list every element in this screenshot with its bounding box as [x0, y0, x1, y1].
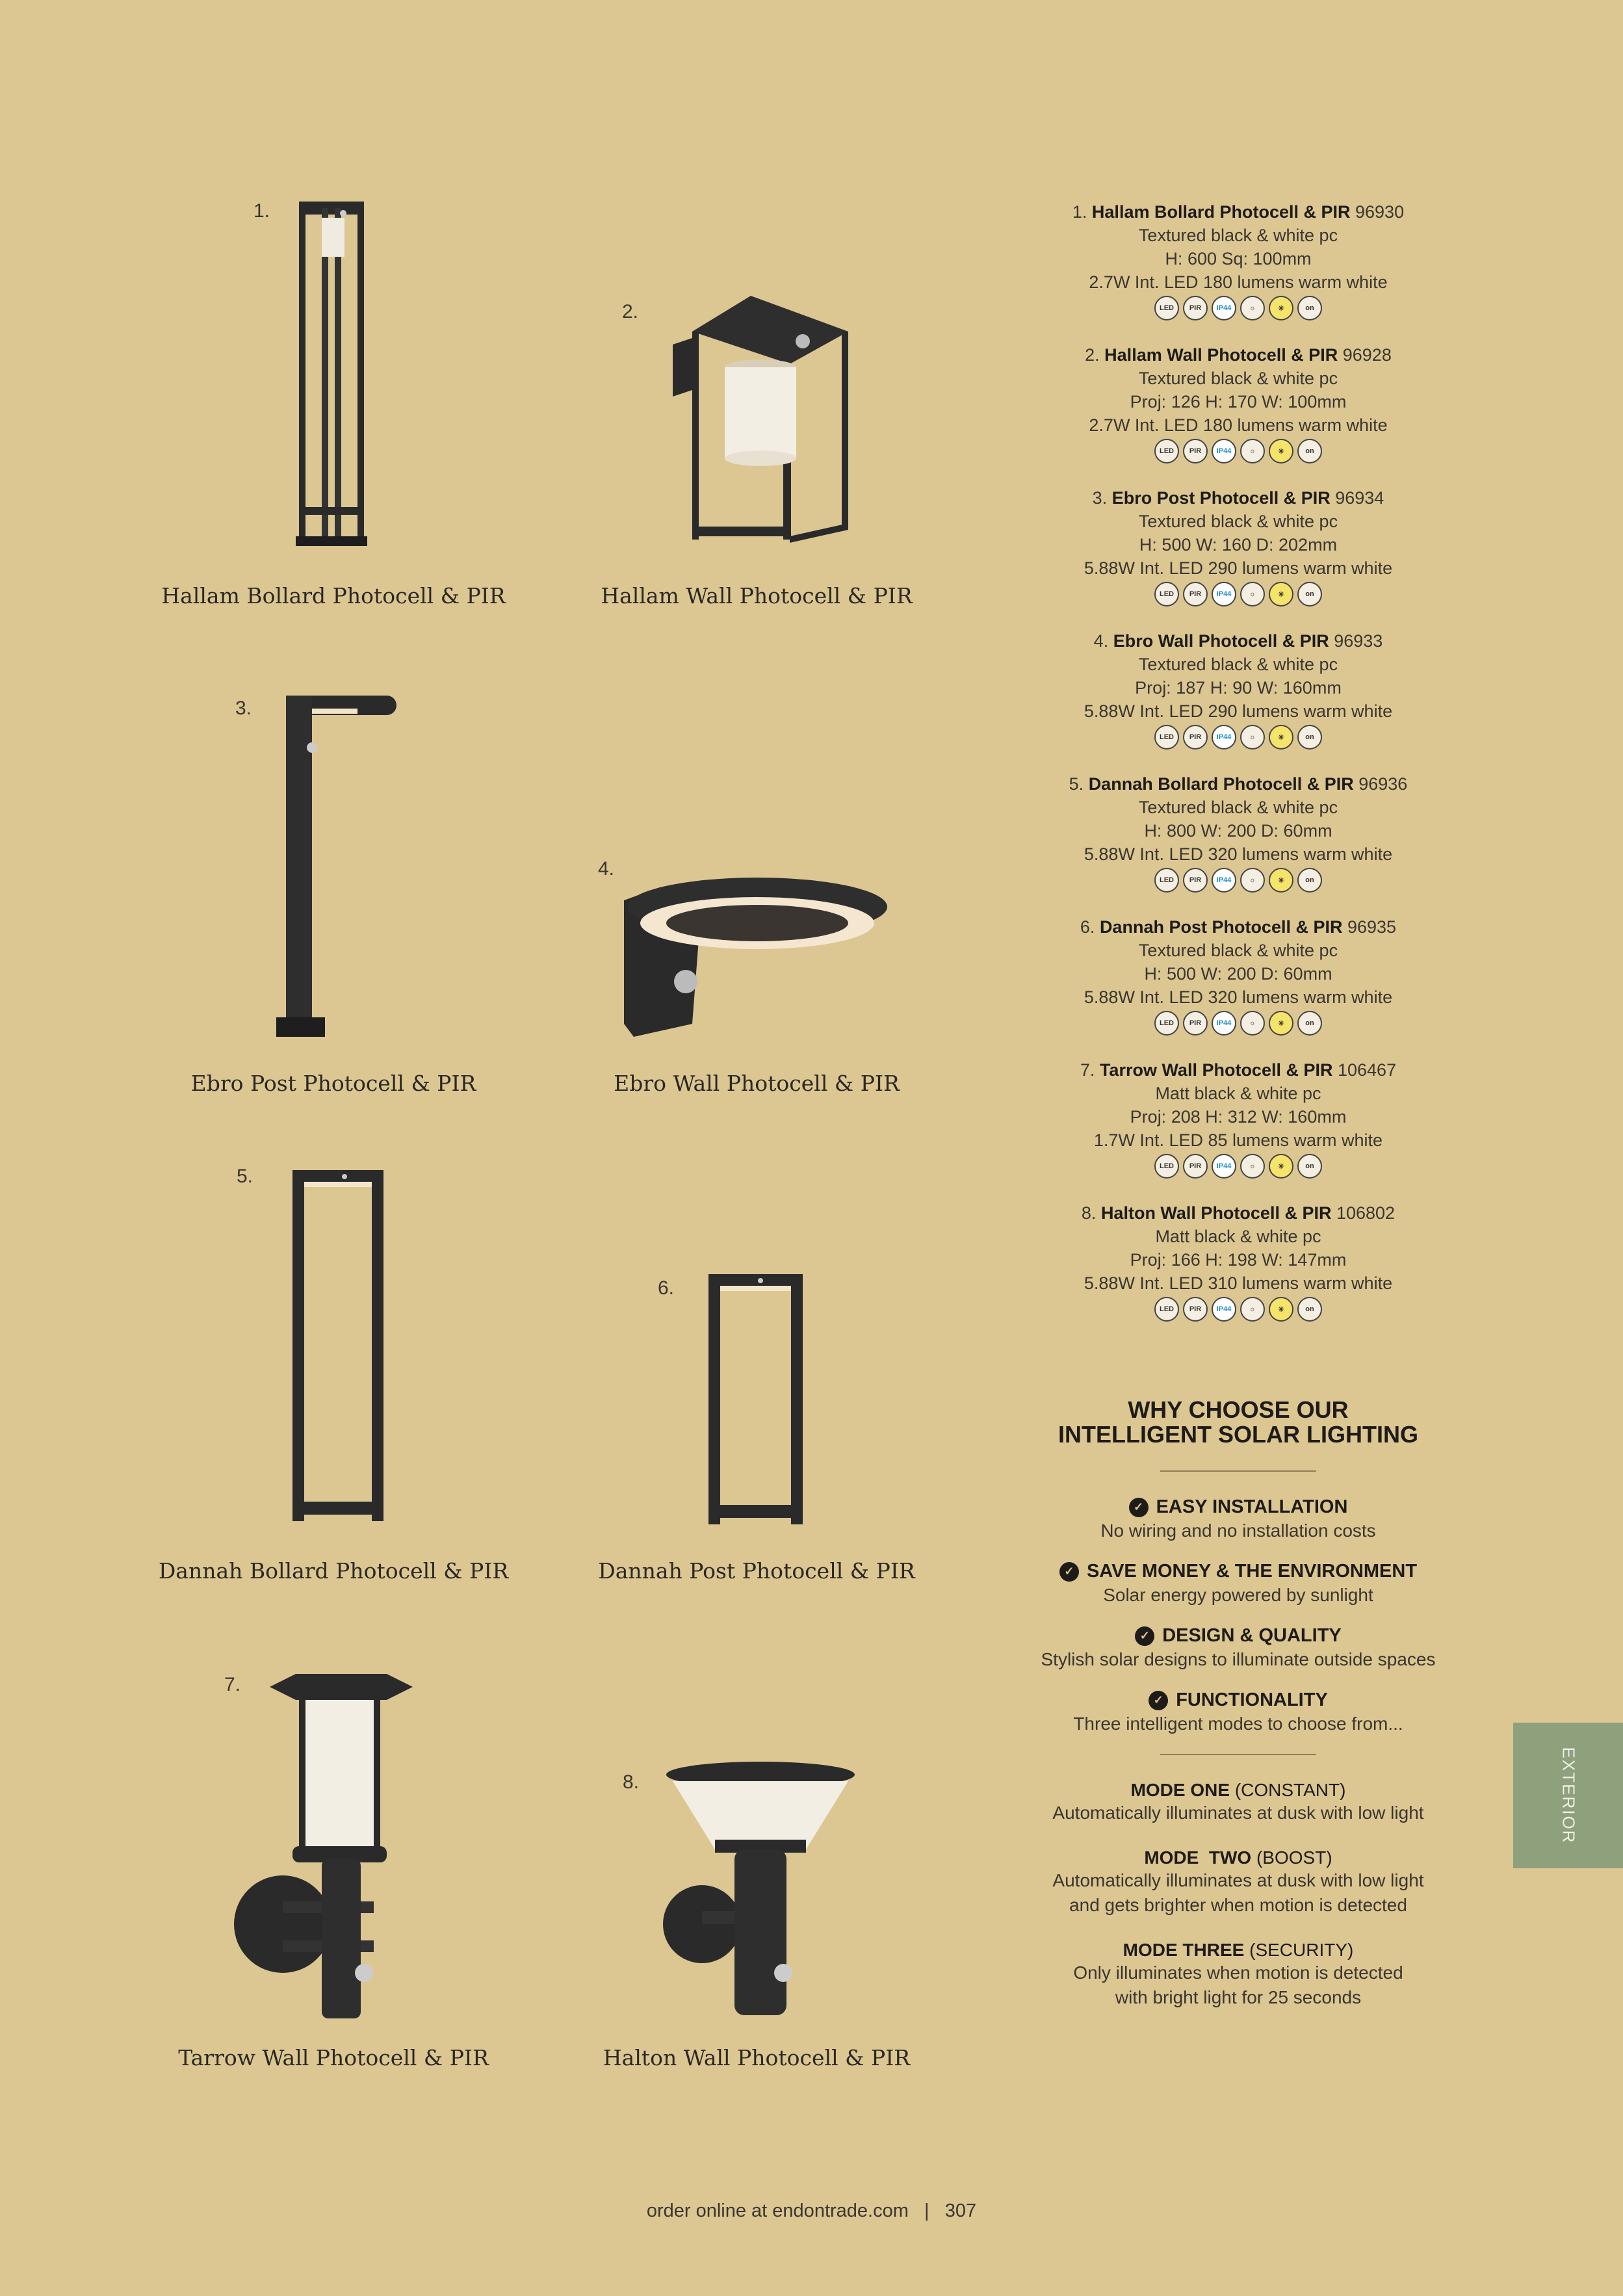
feature-description: Solar energy powered by sunlight: [1103, 1585, 1373, 1605]
spec-dimensions: H: 500 W: 160 D: 202mm: [1139, 535, 1338, 554]
ip44-icon: IP44: [1212, 725, 1236, 750]
spec-led: 1.7W Int. LED 85 lumens warm white: [1093, 1130, 1383, 1150]
switch-icon: on: [1297, 1297, 1322, 1322]
ip44-icon: IP44: [1212, 439, 1236, 463]
product-number-1: 1.: [253, 200, 270, 222]
product-number-3: 3.: [235, 698, 252, 719]
footer: [0, 2200, 1623, 2222]
pir-sensor-icon: PIR: [1183, 296, 1208, 320]
divider: [1160, 1470, 1316, 1472]
spec-icons: [1040, 1297, 1436, 1322]
mode-tag: (BOOST): [1251, 1847, 1332, 1868]
spec-dimensions: H: 500 W: 200 D: 60mm: [1144, 964, 1332, 984]
ip44-icon: IP44: [1212, 868, 1236, 893]
photocell-icon: ☼: [1240, 725, 1265, 750]
solar-icon: ☀: [1269, 1297, 1293, 1322]
led-icon: LED: [1154, 1297, 1179, 1322]
ip44-icon: IP44: [1212, 1297, 1236, 1322]
led-icon: LED: [1154, 1011, 1179, 1036]
photocell-icon: ☼: [1240, 582, 1265, 607]
solar-icon: ☀: [1269, 725, 1293, 750]
photocell-icon: ☼: [1240, 1297, 1265, 1322]
section-tab-label: EXTERIOR: [1559, 1747, 1578, 1844]
mode-tag: (SECURITY): [1244, 1940, 1354, 1960]
spec-title: [1040, 200, 1436, 224]
halton-wall-image: [656, 1758, 864, 2022]
why-heading-line-2: INTELLIGENT SOLAR LIGHTING: [1058, 1421, 1418, 1448]
spec-finish: Textured black & white pc: [1138, 369, 1338, 388]
pir-sensor-icon: PIR: [1183, 582, 1208, 607]
spec-code: 106802: [1331, 1203, 1396, 1223]
why-heading: [1001, 1398, 1475, 1447]
feature-title: SAVE MONEY & THE ENVIRONMENT: [1086, 1561, 1418, 1582]
switch-icon: on: [1297, 1011, 1322, 1036]
product-name-5: Dannah Bollard Photocell & PIR: [158, 1558, 509, 1584]
divider: [1160, 1754, 1316, 1755]
ebro-wall-image: [621, 861, 894, 1037]
product-name-6: Dannah Post Photocell & PIR: [598, 1558, 915, 1584]
spec-item: [1040, 1058, 1436, 1201]
why-choose-section: [1001, 1398, 1475, 2032]
product-number-2: 2.: [622, 301, 639, 322]
spec-item: [1040, 200, 1436, 343]
spec-finish: Textured black & white pc: [1138, 655, 1338, 674]
spec-name: Dannah Post Photocell & PIR: [1099, 917, 1343, 937]
feature-title: EASY INSTALLATION: [1156, 1496, 1348, 1517]
check-icon: ✓: [1059, 1562, 1079, 1582]
solar-icon: ☀: [1269, 868, 1293, 893]
ip44-icon: IP44: [1212, 582, 1236, 607]
spec-led: 5.88W Int. LED 310 lumens warm white: [1084, 1273, 1393, 1293]
spec-dimensions: Proj: 208 H: 312 W: 160mm: [1130, 1107, 1347, 1127]
spec-dimensions: Proj: 187 H: 90 W: 160mm: [1135, 678, 1342, 698]
spec-icons: [1040, 582, 1436, 607]
ip44-icon: IP44: [1212, 296, 1236, 320]
spec-number: 3.: [1092, 488, 1112, 508]
spec-code: 96936: [1353, 774, 1408, 794]
led-icon: LED: [1154, 296, 1179, 320]
photocell-icon: ☼: [1240, 868, 1265, 893]
pir-sensor-icon: PIR: [1183, 725, 1208, 750]
spec-name: Hallam Wall Photocell & PIR: [1104, 345, 1338, 365]
spec-number: 8.: [1081, 1203, 1101, 1223]
feature-description: No wiring and no installation costs: [1100, 1520, 1376, 1541]
photocell-icon: ☼: [1240, 1154, 1265, 1179]
product-name-3: Ebro Post Photocell & PIR: [190, 1071, 476, 1096]
feature-item: [1001, 1561, 1475, 1606]
mode-item: [1001, 1847, 1475, 1918]
hallam-wall-image: [666, 293, 855, 546]
spec-number: 4.: [1093, 631, 1113, 651]
spec-number: 2.: [1085, 345, 1105, 365]
section-tab-exterior[interactable]: [1513, 1723, 1623, 1868]
spec-item: [1040, 486, 1436, 629]
spec-title: [1040, 772, 1436, 796]
spec-item: [1040, 772, 1436, 915]
spec-title: [1040, 1201, 1436, 1225]
mode-name: MODE THREE: [1123, 1940, 1245, 1960]
spec-title: [1040, 343, 1436, 367]
solar-icon: ☀: [1269, 439, 1293, 463]
feature-list: [1001, 1496, 1475, 1734]
feature-item: [1001, 1689, 1475, 1734]
check-icon: ✓: [1135, 1626, 1154, 1646]
product-number-5: 5.: [237, 1166, 253, 1187]
spec-dimensions: Proj: 126 H: 170 W: 100mm: [1130, 392, 1347, 411]
mode-item: [1001, 1780, 1475, 1825]
spec-icons: [1040, 868, 1436, 893]
spec-icons: [1040, 296, 1436, 320]
check-icon: ✓: [1149, 1691, 1168, 1710]
spec-number: 7.: [1080, 1060, 1100, 1080]
spec-finish: Textured black & white pc: [1138, 941, 1338, 960]
feature-item: [1001, 1496, 1475, 1541]
spec-code: 96934: [1330, 488, 1384, 508]
led-icon: LED: [1154, 725, 1179, 750]
feature-title: FUNCTIONALITY: [1176, 1689, 1328, 1710]
spec-dimensions: H: 800 W: 200 D: 60mm: [1144, 821, 1332, 841]
spec-icons: [1040, 1154, 1436, 1179]
product-name-4: Ebro Wall Photocell & PIR: [614, 1071, 900, 1096]
mode-description: Automatically illuminates at dusk with low light: [1052, 1870, 1424, 1890]
spec-led: 5.88W Int. LED 290 lumens warm white: [1084, 701, 1393, 721]
mode-description: Only illuminates when motion is detected: [1073, 1963, 1403, 1983]
mode-item: [1001, 1940, 1475, 2010]
product-name-2: Hallam Wall Photocell & PIR: [601, 583, 913, 608]
spec-item: [1040, 915, 1436, 1058]
spec-icons: [1040, 725, 1436, 750]
switch-icon: on: [1297, 582, 1322, 607]
mode-tag: (CONSTANT): [1230, 1780, 1346, 1800]
feature-item: [1001, 1625, 1475, 1670]
photocell-icon: ☼: [1240, 439, 1265, 463]
feature-title: DESIGN & QUALITY: [1162, 1625, 1342, 1646]
product-name-7: Tarrow Wall Photocell & PIR: [178, 2045, 489, 2070]
solar-icon: ☀: [1269, 296, 1293, 320]
product-number-4: 4.: [598, 858, 615, 880]
mode-description: Automatically illuminates at dusk with low light: [1052, 1803, 1424, 1823]
spec-list: [1040, 200, 1436, 1344]
spec-name: Ebro Wall Photocell & PIR: [1113, 631, 1329, 651]
mode-description: with bright light for 25 seconds: [1115, 1987, 1362, 2007]
solar-icon: ☀: [1269, 1154, 1293, 1179]
spec-code: 96930: [1350, 202, 1405, 222]
spec-icons: [1040, 1011, 1436, 1036]
why-heading-line-1: WHY CHOOSE OUR: [1128, 1396, 1349, 1423]
spec-item: [1040, 629, 1436, 772]
spec-item: [1040, 1201, 1436, 1344]
product-name-1: Hallam Bollard Photocell & PIR: [161, 583, 506, 608]
dannah-post-image: [708, 1271, 806, 1528]
ip44-icon: IP44: [1212, 1011, 1236, 1036]
spec-name: Hallam Bollard Photocell & PIR: [1091, 202, 1351, 222]
spec-title: [1040, 1058, 1436, 1082]
spec-code: 96933: [1329, 631, 1383, 651]
spec-dimensions: H: 600 Sq: 100mm: [1165, 249, 1312, 268]
spec-name: Ebro Post Photocell & PIR: [1111, 488, 1331, 508]
spec-led: 5.88W Int. LED 320 lumens warm white: [1084, 987, 1393, 1007]
spec-dimensions: Proj: 166 H: 198 W: 147mm: [1130, 1250, 1347, 1270]
spec-name: Halton Wall Photocell & PIR: [1100, 1203, 1332, 1223]
led-icon: LED: [1154, 582, 1179, 607]
ebro-post-image: [266, 689, 396, 1043]
check-icon: ✓: [1129, 1498, 1149, 1517]
switch-icon: on: [1297, 439, 1322, 463]
spec-item: [1040, 343, 1436, 486]
spec-led: 5.88W Int. LED 320 lumens warm white: [1084, 844, 1393, 864]
spec-led: 2.7W Int. LED 180 lumens warm white: [1089, 415, 1388, 435]
pir-sensor-icon: PIR: [1183, 1011, 1208, 1036]
mode-list: [1001, 1780, 1475, 2010]
switch-icon: on: [1297, 296, 1322, 320]
spec-code: 106467: [1332, 1060, 1397, 1080]
spec-title: [1040, 486, 1436, 510]
spec-number: 5.: [1069, 774, 1089, 794]
product-number-6: 6.: [658, 1277, 675, 1299]
mode-name: MODE ONE: [1130, 1780, 1230, 1800]
photocell-icon: ☼: [1240, 296, 1265, 320]
spec-number: 1.: [1072, 202, 1092, 222]
product-number-7: 7.: [224, 1674, 241, 1695]
dannah-bollard-image: [286, 1164, 383, 1528]
spec-finish: Matt black & white pc: [1155, 1084, 1321, 1103]
footer-text: order online at endontrade.com | 307: [646, 2200, 977, 2221]
hallam-bollard-image: [286, 195, 377, 553]
pir-sensor-icon: PIR: [1183, 1154, 1208, 1179]
feature-description: Stylish solar designs to illuminate outside spaces: [1041, 1649, 1436, 1669]
product-name-8: Halton Wall Photocell & PIR: [603, 2045, 911, 2070]
spec-name: Tarrow Wall Photocell & PIR: [1099, 1060, 1333, 1080]
switch-icon: on: [1297, 1154, 1322, 1179]
ip44-icon: IP44: [1212, 1154, 1236, 1179]
photocell-icon: ☼: [1240, 1011, 1265, 1036]
spec-title: [1040, 915, 1436, 939]
spec-name: Dannah Bollard Photocell & PIR: [1088, 774, 1354, 794]
led-icon: LED: [1154, 868, 1179, 893]
pir-sensor-icon: PIR: [1183, 439, 1208, 463]
switch-icon: on: [1297, 868, 1322, 893]
spec-code: 96928: [1338, 345, 1392, 365]
spec-led: 5.88W Int. LED 290 lumens warm white: [1084, 558, 1393, 578]
spec-number: 6.: [1080, 917, 1100, 937]
feature-description: Three intelligent modes to choose from...: [1073, 1714, 1403, 1734]
switch-icon: on: [1297, 725, 1322, 750]
spec-title: [1040, 629, 1436, 653]
pir-sensor-icon: PIR: [1183, 1297, 1208, 1322]
mode-name: MODE TWO: [1144, 1847, 1252, 1868]
spec-led: 2.7W Int. LED 180 lumens warm white: [1089, 272, 1388, 292]
spec-finish: Matt black & white pc: [1155, 1227, 1321, 1246]
spec-icons: [1040, 439, 1436, 463]
spec-finish: Textured black & white pc: [1138, 226, 1338, 245]
pir-sensor-icon: PIR: [1183, 868, 1208, 893]
product-number-8: 8.: [623, 1771, 640, 1793]
spec-finish: Textured black & white pc: [1138, 798, 1338, 817]
led-icon: LED: [1154, 439, 1179, 463]
spec-finish: Textured black & white pc: [1138, 512, 1338, 531]
mode-description: and gets brighter when motion is detected: [1069, 1895, 1407, 1915]
solar-icon: ☀: [1269, 582, 1293, 607]
tarrow-wall-image: [224, 1667, 445, 2022]
spec-code: 96935: [1342, 917, 1397, 937]
led-icon: LED: [1154, 1154, 1179, 1179]
solar-icon: ☀: [1269, 1011, 1293, 1036]
